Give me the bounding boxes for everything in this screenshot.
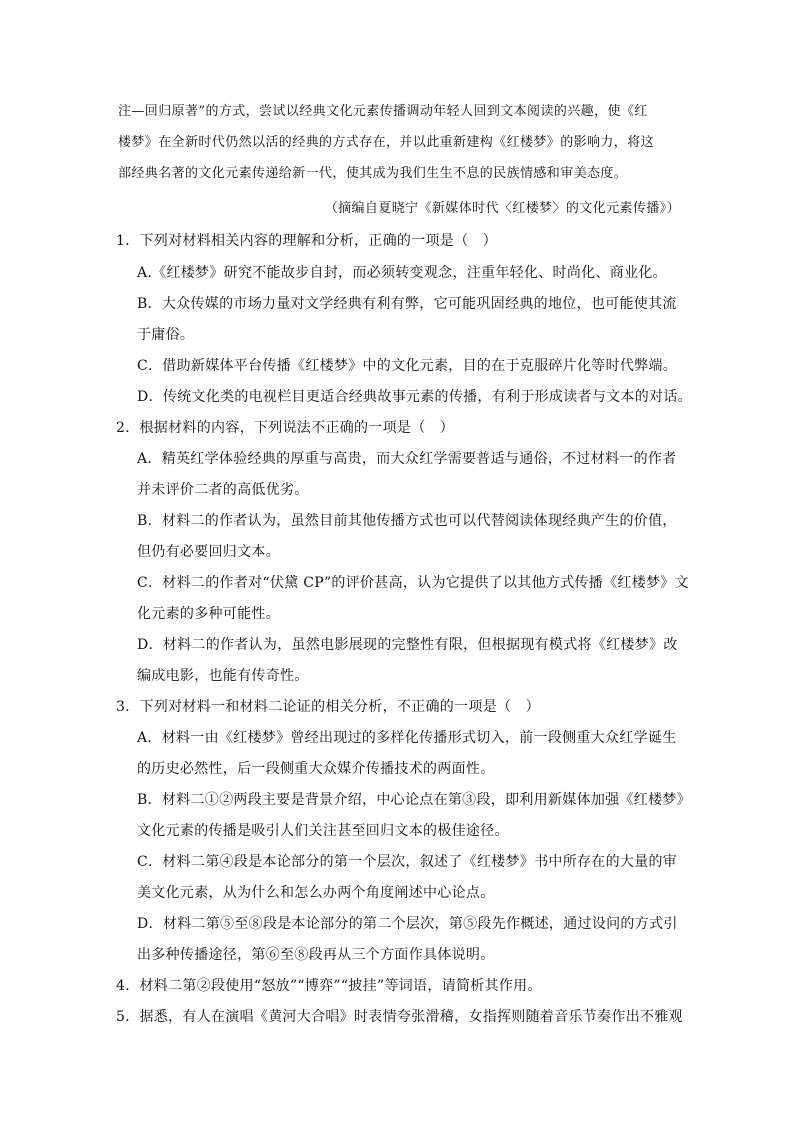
- question-3-option-a-cont: 的历史必然性，后一段侧重大众媒介传播技术的两面性。: [137, 761, 495, 777]
- question-2-option-a-cont: 并未评价二者的高低优劣。: [137, 482, 309, 498]
- question-1-option-a: A.《红楼梦》研究不能故步自封，而必须转变观念，注重年轻化、时尚化、商业化。: [137, 265, 667, 281]
- question-3-stem: 3．下列对材料一和材料二论证的相关分析，不正确的一项是（ ）: [116, 699, 540, 715]
- question-1-option-b-cont: 于庸俗。: [137, 327, 195, 343]
- question-2-option-a: A．精英红学体验经典的厚重与高贵，而大众红学需要普适与通俗，不过材料一的作者: [137, 451, 677, 467]
- question-2-option-d: D．材料二的作者认为，虽然电影展现的完整性有限，但根据现有模式将《红楼梦》改: [137, 637, 678, 653]
- question-2-option-c: C．材料二的作者对“伏黛 CP”的评价甚高，认为它提供了以其他方式传播《红楼梦》文: [137, 575, 689, 591]
- question-3-option-d-cont: 出多种传播途径，第⑥至⑧段再从三个方面作具体说明。: [137, 947, 495, 963]
- passage-line: 楼梦》在全新时代仍然以活的经典的方式存在，并以此重新建构《红楼梦》的影响力，将这: [118, 135, 655, 150]
- question-1-option-c: C．借助新媒体平台传播《红楼梦》中的文化元素，目的在于克服碎片化等时代弊端。: [137, 358, 678, 374]
- passage-source: （摘编自夏晓宁《新媒体时代〈红楼梦〉的文化元素传播》）: [324, 201, 680, 216]
- question-4-stem: 4．材料二第②段使用“怒放”“博弈”“披挂”等词语，请简析其作用。: [116, 978, 542, 994]
- question-3-option-b-cont: 文化元素的传播是吸引人们关注甚至回归文本的极佳途径。: [137, 823, 509, 839]
- passage-line: 注—回归原著”的方式，尝试以经典文化元素传播调动年轻人回到文本阅读的兴趣，使《红: [118, 104, 648, 119]
- question-1-stem: 1．下列对材料相关内容的理解和分析，正确的一项是（ ）: [116, 233, 498, 249]
- question-3-option-c-cont: 美文化元素，从为什么和怎么办两个角度阐述中心论点。: [137, 885, 495, 901]
- question-2-option-b: B．材料二的作者认为，虽然目前其他传播方式也可以代替阅读体现经典产生的价值，: [137, 513, 677, 529]
- passage-line: 部经典名著的文化元素传递给新一代，使其成为我们生生不息的民族情感和审美态度。: [118, 166, 628, 181]
- question-2-option-b-cont: 但仍有必要回归文本。: [137, 544, 280, 560]
- question-2-stem: 2．根据材料的内容，下列说法不正确的一项是（ ）: [116, 420, 455, 436]
- question-1-option-b: B．大众传媒的市场力量对文学经典有利有弊，它可能巩固经典的地位，也可能使其流: [137, 296, 677, 312]
- question-5-stem: 5．据悉，有人在演唱《黄河大合唱》时表情夸张滑稽，女指挥则随着音乐节奏作出不雅观: [116, 1009, 683, 1025]
- question-1-option-d: D．传统文化类的电视栏目更适合经典故事元素的传播，有利于形成读者与文本的对话。: [137, 389, 692, 405]
- question-3-option-d: D．材料二第⑤至⑧段是本论部分的第二个层次，第⑤段先作概述，通过设问的方式引: [137, 916, 678, 932]
- question-2-option-d-cont: 编成电影，也能有传奇性。: [137, 668, 309, 684]
- question-3-option-b: B．材料二①②两段主要是背景介绍，中心论点在第③段，即利用新媒体加强《红楼梦》: [137, 792, 691, 808]
- question-3-option-a: A．材料一由《红楼梦》曾经出现过的多样化传播形式切入，前一段侧重大众红学诞生: [137, 730, 677, 746]
- question-3-option-c: C．材料二第④段是本论部分的第一个层次，叙述了《红楼梦》书中所存在的大量的审: [137, 854, 678, 870]
- question-2-option-c-cont: 化元素的多种可能性。: [137, 606, 280, 622]
- passage-excerpt: [118, 96, 678, 189]
